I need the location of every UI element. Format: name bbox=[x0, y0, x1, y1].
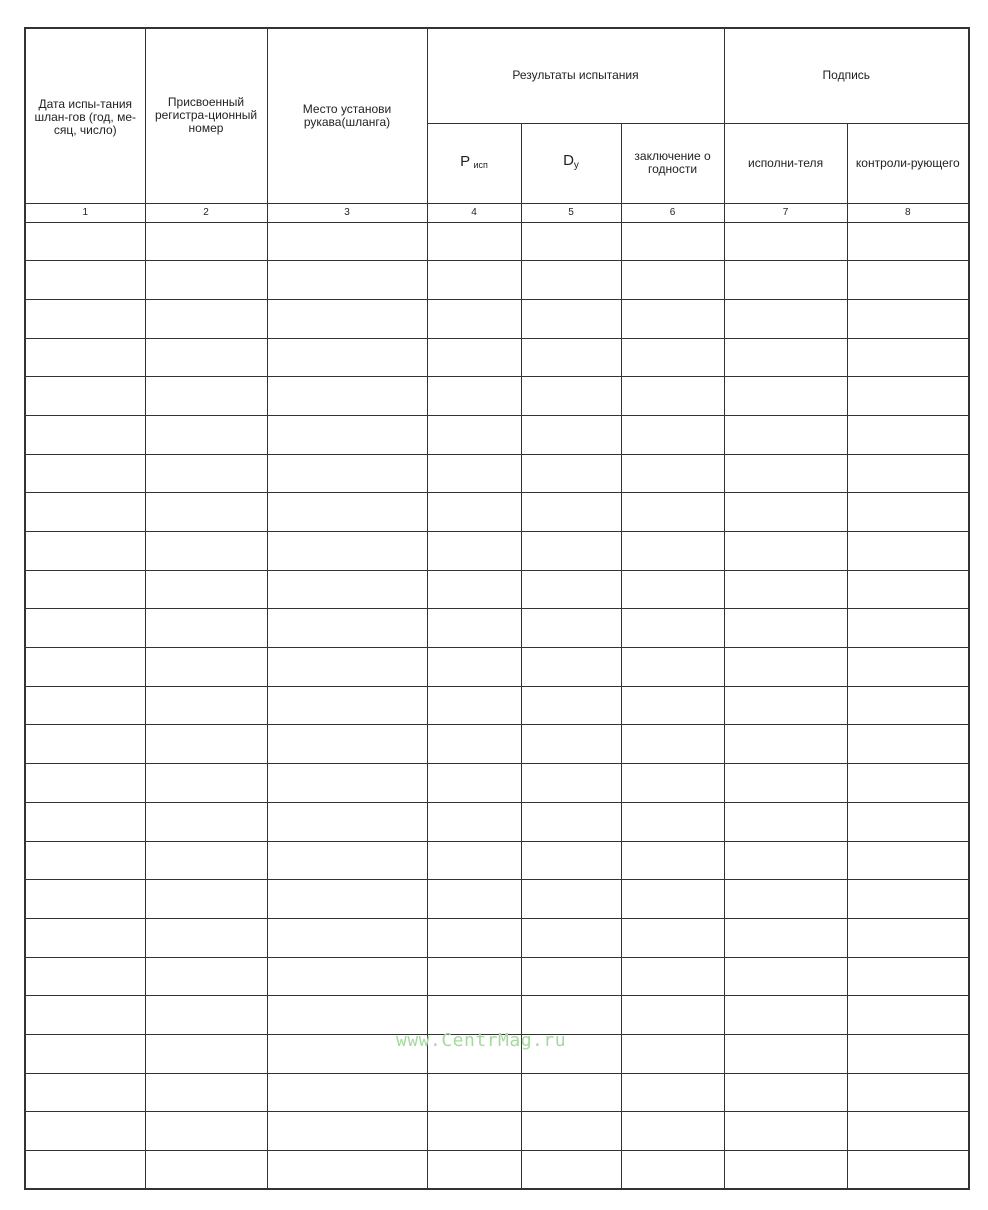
column-number: 7 bbox=[724, 203, 847, 222]
table-cell bbox=[267, 802, 427, 841]
table-cell bbox=[847, 454, 969, 493]
table-cell bbox=[621, 338, 724, 377]
table-row bbox=[25, 802, 969, 841]
table-cell bbox=[521, 841, 621, 880]
header-nominal-diameter-symbol: D bbox=[563, 152, 574, 169]
table-cell bbox=[521, 338, 621, 377]
table-cell bbox=[724, 532, 847, 571]
table-cell bbox=[724, 493, 847, 532]
table-row bbox=[25, 261, 969, 300]
table-cell bbox=[25, 725, 145, 764]
table-cell bbox=[621, 996, 724, 1035]
table-row bbox=[25, 648, 969, 687]
table-row bbox=[25, 686, 969, 725]
table-cell bbox=[25, 1112, 145, 1151]
table-cell bbox=[621, 1151, 724, 1190]
table-cell bbox=[847, 918, 969, 957]
table-cell bbox=[427, 1073, 521, 1112]
table-cell bbox=[724, 1034, 847, 1073]
column-number: 3 bbox=[267, 203, 427, 222]
table-cell bbox=[427, 725, 521, 764]
table-cell bbox=[521, 609, 621, 648]
table-cell bbox=[145, 222, 267, 261]
table-row bbox=[25, 454, 969, 493]
table-cell bbox=[145, 299, 267, 338]
table-row bbox=[25, 957, 969, 996]
table-cell bbox=[25, 841, 145, 880]
column-number: 1 bbox=[25, 203, 145, 222]
table-cell bbox=[427, 957, 521, 996]
table-cell bbox=[724, 686, 847, 725]
table-cell bbox=[847, 996, 969, 1035]
header-test-date: Дата испы-тания шлан-гов (год, ме-сяц, число) bbox=[25, 28, 145, 203]
table-cell bbox=[25, 686, 145, 725]
table-row bbox=[25, 415, 969, 454]
table-cell bbox=[145, 493, 267, 532]
table-cell bbox=[427, 918, 521, 957]
table-cell bbox=[145, 880, 267, 919]
header-controller-signature: контроли-рующего bbox=[847, 123, 969, 203]
table-cell bbox=[847, 261, 969, 300]
table-cell bbox=[847, 764, 969, 803]
column-number-row bbox=[25, 203, 969, 222]
table-cell bbox=[621, 957, 724, 996]
table-cell bbox=[267, 880, 427, 919]
table-row bbox=[25, 609, 969, 648]
table-cell bbox=[724, 415, 847, 454]
header-nominal-diameter bbox=[521, 123, 621, 203]
table-cell bbox=[621, 222, 724, 261]
table-cell bbox=[427, 454, 521, 493]
table-row bbox=[25, 725, 969, 764]
table-cell bbox=[521, 377, 621, 416]
table-cell bbox=[427, 377, 521, 416]
table-cell bbox=[145, 609, 267, 648]
table-cell bbox=[427, 1112, 521, 1151]
table-cell bbox=[267, 222, 427, 261]
table-cell bbox=[25, 454, 145, 493]
table-cell bbox=[25, 1151, 145, 1190]
table-cell bbox=[847, 1112, 969, 1151]
table-cell bbox=[521, 880, 621, 919]
table-cell bbox=[621, 261, 724, 300]
table-cell bbox=[521, 1112, 621, 1151]
table-cell bbox=[427, 299, 521, 338]
table-cell bbox=[521, 764, 621, 803]
table-cell bbox=[25, 377, 145, 416]
hose-test-log-table bbox=[24, 27, 970, 1190]
table-row bbox=[25, 1073, 969, 1112]
table-cell bbox=[25, 918, 145, 957]
table-cell bbox=[521, 1073, 621, 1112]
table-cell bbox=[267, 648, 427, 687]
column-number: 4 bbox=[427, 203, 521, 222]
table-cell bbox=[621, 299, 724, 338]
table-cell bbox=[521, 725, 621, 764]
table-cell bbox=[847, 299, 969, 338]
column-number: 2 bbox=[145, 203, 267, 222]
table-cell bbox=[145, 532, 267, 571]
table-cell bbox=[267, 570, 427, 609]
table-cell bbox=[621, 377, 724, 416]
table-row bbox=[25, 570, 969, 609]
table-cell bbox=[145, 764, 267, 803]
table-cell bbox=[427, 996, 521, 1035]
table-cell bbox=[25, 648, 145, 687]
table-cell bbox=[267, 957, 427, 996]
table-cell bbox=[427, 648, 521, 687]
table-cell bbox=[621, 1112, 724, 1151]
table-cell bbox=[25, 261, 145, 300]
table-cell bbox=[521, 261, 621, 300]
table-cell bbox=[267, 841, 427, 880]
table-cell bbox=[847, 648, 969, 687]
table-cell bbox=[145, 261, 267, 300]
table-cell bbox=[621, 415, 724, 454]
table-cell bbox=[25, 1073, 145, 1112]
table-cell bbox=[724, 880, 847, 919]
table-cell bbox=[145, 1151, 267, 1190]
table-cell bbox=[621, 1073, 724, 1112]
table-cell bbox=[267, 918, 427, 957]
table-cell bbox=[267, 493, 427, 532]
table-cell bbox=[724, 338, 847, 377]
table-cell bbox=[621, 764, 724, 803]
table-cell bbox=[521, 918, 621, 957]
table-cell bbox=[25, 996, 145, 1035]
table-cell bbox=[427, 222, 521, 261]
table-row bbox=[25, 299, 969, 338]
table-cell bbox=[724, 841, 847, 880]
table-cell bbox=[145, 1112, 267, 1151]
table-cell bbox=[724, 957, 847, 996]
table-cell bbox=[145, 338, 267, 377]
table-cell bbox=[145, 1073, 267, 1112]
table-cell bbox=[847, 338, 969, 377]
table-row bbox=[25, 880, 969, 919]
table-cell bbox=[25, 415, 145, 454]
table-cell bbox=[724, 725, 847, 764]
table-row bbox=[25, 377, 969, 416]
table-cell bbox=[724, 609, 847, 648]
table-cell bbox=[621, 648, 724, 687]
table-cell bbox=[847, 841, 969, 880]
table-cell bbox=[25, 802, 145, 841]
table-cell bbox=[267, 261, 427, 300]
table-cell bbox=[145, 454, 267, 493]
table-row bbox=[25, 222, 969, 261]
table-cell bbox=[25, 532, 145, 571]
table-row bbox=[25, 338, 969, 377]
table-cell bbox=[25, 570, 145, 609]
table-cell bbox=[25, 1034, 145, 1073]
table-cell bbox=[145, 996, 267, 1035]
table-cell bbox=[145, 686, 267, 725]
table-cell bbox=[521, 1151, 621, 1190]
table-cell bbox=[521, 648, 621, 687]
table-cell bbox=[847, 415, 969, 454]
table-cell bbox=[145, 570, 267, 609]
header-test-pressure-symbol: P bbox=[460, 152, 471, 170]
header-row-top bbox=[25, 28, 969, 123]
table-cell bbox=[521, 570, 621, 609]
table-cell bbox=[621, 880, 724, 919]
table-cell bbox=[267, 764, 427, 803]
header-signature-group: Подпись bbox=[724, 28, 969, 123]
table-cell bbox=[847, 570, 969, 609]
table-cell bbox=[427, 1151, 521, 1190]
table-cell bbox=[521, 802, 621, 841]
table-cell bbox=[724, 764, 847, 803]
table-cell bbox=[724, 648, 847, 687]
table-row bbox=[25, 532, 969, 571]
table-cell bbox=[267, 377, 427, 416]
table-cell bbox=[521, 686, 621, 725]
table-cell bbox=[427, 493, 521, 532]
header-conclusion: заключение о годности bbox=[621, 123, 724, 203]
table-cell bbox=[145, 415, 267, 454]
table-cell bbox=[145, 725, 267, 764]
table-cell bbox=[25, 338, 145, 377]
table-cell bbox=[267, 725, 427, 764]
header-registration-number: Присвоенный регистра-ционный номер bbox=[145, 28, 267, 203]
table-cell bbox=[145, 648, 267, 687]
table-cell bbox=[847, 493, 969, 532]
table-cell bbox=[145, 957, 267, 996]
column-number: 8 bbox=[847, 203, 969, 222]
header-test-pressure bbox=[427, 123, 521, 203]
table-cell bbox=[847, 1073, 969, 1112]
table-cell bbox=[267, 1151, 427, 1190]
table-cell bbox=[427, 532, 521, 571]
table-cell bbox=[724, 261, 847, 300]
table-cell bbox=[724, 1112, 847, 1151]
table-row bbox=[25, 1112, 969, 1151]
table-cell bbox=[621, 532, 724, 571]
table-cell bbox=[427, 570, 521, 609]
table-cell bbox=[621, 493, 724, 532]
table-cell bbox=[724, 802, 847, 841]
table-cell bbox=[25, 764, 145, 803]
table-cell bbox=[267, 996, 427, 1035]
table-cell bbox=[847, 377, 969, 416]
table-cell bbox=[521, 996, 621, 1035]
table-cell bbox=[427, 609, 521, 648]
table-row bbox=[25, 1151, 969, 1190]
table-cell bbox=[847, 957, 969, 996]
table-cell bbox=[724, 454, 847, 493]
table-cell bbox=[427, 880, 521, 919]
table-cell bbox=[427, 802, 521, 841]
table-cell bbox=[427, 338, 521, 377]
column-number: 6 bbox=[621, 203, 724, 222]
table-cell bbox=[621, 454, 724, 493]
table-cell bbox=[25, 493, 145, 532]
table-cell bbox=[427, 764, 521, 803]
table-cell bbox=[521, 299, 621, 338]
table-cell bbox=[267, 338, 427, 377]
table-cell bbox=[427, 841, 521, 880]
table-cell bbox=[724, 918, 847, 957]
watermark: www.CentrMag.ru bbox=[396, 1030, 567, 1051]
table-cell bbox=[847, 1034, 969, 1073]
table-row bbox=[25, 764, 969, 803]
table-cell bbox=[427, 261, 521, 300]
table-cell bbox=[521, 532, 621, 571]
table-cell bbox=[621, 918, 724, 957]
table-cell bbox=[847, 725, 969, 764]
header-test-pressure-subscript: исп bbox=[473, 159, 488, 170]
table-cell bbox=[427, 686, 521, 725]
table-cell bbox=[267, 1112, 427, 1151]
table-cell bbox=[267, 299, 427, 338]
table-cell bbox=[267, 415, 427, 454]
table-cell bbox=[847, 609, 969, 648]
table-cell bbox=[521, 415, 621, 454]
table-cell bbox=[724, 299, 847, 338]
table-cell bbox=[427, 415, 521, 454]
table-cell bbox=[145, 1034, 267, 1073]
table-cell bbox=[267, 1073, 427, 1112]
table-cell bbox=[847, 532, 969, 571]
table-cell bbox=[621, 686, 724, 725]
table-cell bbox=[621, 802, 724, 841]
table-row bbox=[25, 841, 969, 880]
table-cell bbox=[621, 609, 724, 648]
table-cell bbox=[267, 686, 427, 725]
table-cell bbox=[724, 222, 847, 261]
table-cell bbox=[25, 222, 145, 261]
table-cell bbox=[724, 996, 847, 1035]
hose-test-log-form bbox=[24, 27, 968, 1191]
table-cell bbox=[145, 841, 267, 880]
table-cell bbox=[847, 686, 969, 725]
table-cell bbox=[847, 880, 969, 919]
table-cell bbox=[25, 957, 145, 996]
table-cell bbox=[521, 454, 621, 493]
table-cell bbox=[521, 493, 621, 532]
table-row bbox=[25, 493, 969, 532]
table-cell bbox=[267, 454, 427, 493]
table-cell bbox=[724, 1151, 847, 1190]
table-cell bbox=[267, 532, 427, 571]
table-cell bbox=[25, 609, 145, 648]
table-cell bbox=[621, 725, 724, 764]
table-cell bbox=[724, 570, 847, 609]
table-cell bbox=[25, 299, 145, 338]
header-nominal-diameter-subscript: у bbox=[573, 160, 579, 171]
table-cell bbox=[847, 1151, 969, 1190]
table-cell bbox=[145, 802, 267, 841]
table-cell bbox=[267, 609, 427, 648]
table-cell bbox=[145, 918, 267, 957]
table-cell bbox=[621, 1034, 724, 1073]
header-executor-signature: исполни-теля bbox=[724, 123, 847, 203]
table-cell bbox=[724, 1073, 847, 1112]
header-installation-place: Место установи рукава(шланга) bbox=[267, 28, 427, 203]
table-row bbox=[25, 918, 969, 957]
table-row bbox=[25, 996, 969, 1035]
table-cell bbox=[847, 802, 969, 841]
table-cell bbox=[145, 377, 267, 416]
table-cell bbox=[25, 880, 145, 919]
table-cell bbox=[724, 377, 847, 416]
table-cell bbox=[847, 222, 969, 261]
table-cell bbox=[621, 570, 724, 609]
table-cell bbox=[521, 957, 621, 996]
table-cell bbox=[621, 841, 724, 880]
column-number: 5 bbox=[521, 203, 621, 222]
table-cell bbox=[521, 222, 621, 261]
header-test-results-group: Результаты испытания bbox=[427, 28, 724, 123]
